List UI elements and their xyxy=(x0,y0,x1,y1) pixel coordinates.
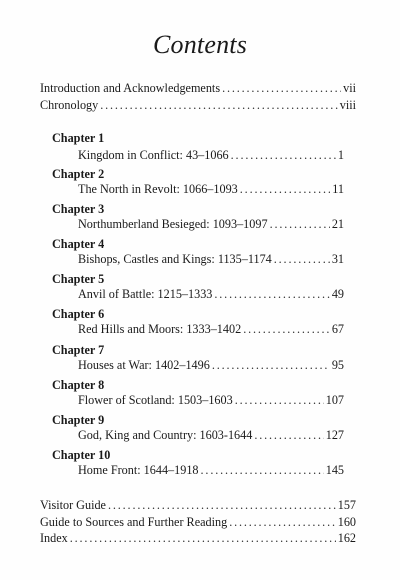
toc-entry-chapter-4[interactable] xyxy=(78,251,344,267)
dot-leader xyxy=(270,216,330,232)
toc-entry-index[interactable] xyxy=(40,530,356,546)
chapter-label: Chapter 8 xyxy=(52,378,105,392)
chapter-title: Flower of Scotland: 1503–1603 xyxy=(78,393,233,407)
dot-leader xyxy=(254,427,323,443)
toc-entry-label: Chronology xyxy=(40,98,99,112)
dot-leader xyxy=(70,530,336,546)
chapter-page: 49 xyxy=(331,287,344,301)
toc-entry-page: vii xyxy=(343,81,356,95)
dot-leader xyxy=(214,286,329,302)
toc-entry-page: viii xyxy=(339,98,356,112)
chapter-label: Chapter 1 xyxy=(52,131,105,145)
toc-entry-label: Introduction and Acknowledgements xyxy=(40,81,221,95)
dot-leader xyxy=(274,251,330,267)
toc-entry-label: Visitor Guide xyxy=(40,498,106,512)
chapter-page: 95 xyxy=(331,358,344,372)
toc-entry-guide-to-sources[interactable] xyxy=(40,514,356,530)
chapter-label: Chapter 7 xyxy=(52,343,105,357)
chapter-label: Chapter 4 xyxy=(52,237,105,251)
toc-entry-label: Index xyxy=(40,531,68,545)
toc-entry-page: 160 xyxy=(337,515,356,529)
chapter-page: 127 xyxy=(325,428,344,442)
chapter-page: 145 xyxy=(325,463,344,477)
chapter-page: 11 xyxy=(332,182,344,196)
chapter-label: Chapter 10 xyxy=(52,448,111,462)
toc-entry-chapter-1[interactable] xyxy=(78,147,344,163)
chapter-title: Anvil of Battle: 1215–1333 xyxy=(78,287,213,301)
chapter-title: Northumberland Besieged: 1093–1097 xyxy=(78,217,268,231)
chapter-label: Chapter 2 xyxy=(52,167,105,181)
toc-entry-chapter-3[interactable] xyxy=(78,216,344,232)
chapter-title: The North in Revolt: 1066–1093 xyxy=(78,182,238,196)
toc-entry-chapter-6[interactable] xyxy=(78,321,344,337)
dot-leader xyxy=(243,321,330,337)
dot-leader xyxy=(229,514,336,530)
chapter-title: Kingdom in Conflict: 43–1066 xyxy=(78,148,229,162)
toc-entry-chapter-10[interactable] xyxy=(78,462,344,478)
chapter-page: 31 xyxy=(331,252,344,266)
toc-entry-chapter-5[interactable] xyxy=(78,286,344,302)
toc-entry-chapter-2[interactable] xyxy=(78,181,344,197)
toc-entry-visitor-guide[interactable] xyxy=(40,497,356,513)
chapter-page: 67 xyxy=(331,322,344,336)
chapter-page: 21 xyxy=(331,217,344,231)
toc-entry-chapter-7[interactable] xyxy=(78,357,344,373)
page-title: Contents xyxy=(152,30,248,59)
toc-entry-chapter-8[interactable] xyxy=(78,392,344,408)
chapter-title: Home Front: 1644–1918 xyxy=(78,463,199,477)
dot-leader xyxy=(240,181,330,197)
toc-entry-page: 162 xyxy=(337,531,356,545)
toc-entry-label: Guide to Sources and Further Reading xyxy=(40,515,228,529)
toc-entry-chronology[interactable] xyxy=(40,97,356,113)
dot-leader xyxy=(201,462,324,478)
dot-leader xyxy=(235,392,324,408)
dot-leader xyxy=(222,80,341,96)
chapter-title: Houses at War: 1402–1496 xyxy=(78,358,210,372)
toc-entry-chapter-9[interactable] xyxy=(78,427,344,443)
chapter-label: Chapter 6 xyxy=(52,307,105,321)
toc-entry-page: 157 xyxy=(337,498,356,512)
chapter-label: Chapter 5 xyxy=(52,272,105,286)
chapter-page: 1 xyxy=(337,148,344,162)
chapter-title: God, King and Country: 1603-1644 xyxy=(78,428,253,442)
dot-leader xyxy=(100,97,338,113)
dot-leader xyxy=(108,497,336,513)
chapter-page: 107 xyxy=(325,393,344,407)
dot-leader xyxy=(212,357,330,373)
chapter-label: Chapter 3 xyxy=(52,202,105,216)
dot-leader xyxy=(231,147,336,163)
chapter-title: Red Hills and Moors: 1333–1402 xyxy=(78,322,242,336)
chapter-title: Bishops, Castles and Kings: 1135–1174 xyxy=(78,252,272,266)
chapter-label: Chapter 9 xyxy=(52,413,105,427)
toc-entry-introduction[interactable] xyxy=(40,80,356,96)
